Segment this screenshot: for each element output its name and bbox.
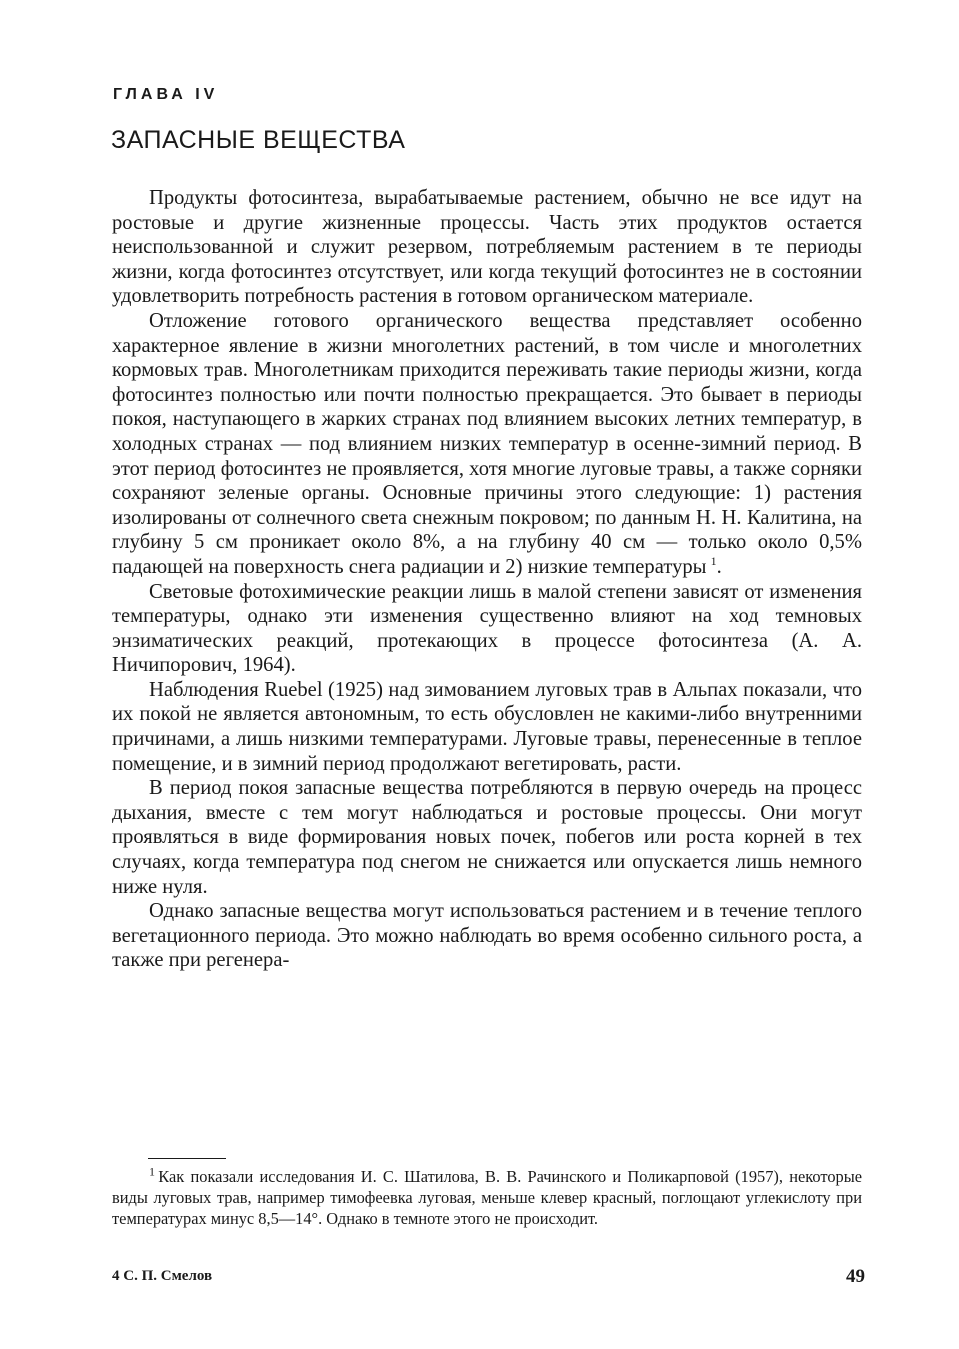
signature-mark: 4 С. П. Смелов — [112, 1268, 213, 1284]
paragraph — [112, 309, 862, 580]
footnote-reference: 1 — [710, 554, 717, 569]
chapter-label: ГЛАВА IV — [113, 86, 219, 103]
footnote-text: Как показали исследования И. С. Шатилова, В. В. Рачинского и Поликарповой (1957), некоторые виды луговых трав, например тимофеевка луговая, меньше клевер красный, поглощают углекислоту при температурах минус 8,5—14°. Однако в темноте этого не происходит. — [112, 1167, 862, 1228]
paragraph: В период покоя запасные вещества потребляются в первую очередь на процесс дыхания, вместе с тем могут наблюдаться и ростовые процессы. Они могут проявляться в виде формирования новых почек, побегов или роста корней в тех случаях, когда температура под снегом не снижается или опускается лишь немного ниже нуля. — [112, 777, 862, 898]
chapter-title: ЗАПАСНЫЕ ВЕЩЕСТВА — [111, 126, 406, 154]
paragraph-text: Отложение готового органического вещества представляет особенно характерное явление в жизни многолетних растений, в том числе и многолетних кормовых трав. Многолетникам приходится переживать такие периоды жизни, когда фотосинтез полностью или почти полностью прекращается. Это бывает в периоды покоя, наступающего в жарких странах под влиянием высоких летних температур, в холодных странах — под влиянием низких температур в осенне-зимний период. В этот период фотосинтез не проявляется, хотя многие луговые травы, а также сорняки сохраняют зеленые органы. Основные причины этого следующие: 1) растения изолированы от солнечного света снежным покровом; по данным Н. Н. Калитина, на глубину 5 см проникает около 8%, а на глубину 40 см — только около 0,5% падающей на поверхность снега радиации и 2) низкие температуры — [112, 309, 862, 578]
paragraph: Световые фотохимические реакции лишь в малой степени зависят от изменения температуры, однако эти изменения существенно влияют на ход темновых энзиматических реакций, протекающих в процессе фотосинтеза (А. А. Ничипорович, 1964). — [112, 580, 862, 677]
body-text — [112, 186, 862, 973]
footnote-divider — [148, 1158, 226, 1159]
paragraph: Продукты фотосинтеза, вырабатываемые растением, обычно не все идут на ростовые и другие жизненные процессы. Часть этих продуктов остается неиспользованной и служит резервом, потребляемым растением в те периоды жизни, когда фотосинтез отсутствует, или когда текущий фотосинтез не в состоянии удовлетворить потребность растения в готовом органическом материале. — [112, 187, 862, 308]
page-number: 49 — [846, 1266, 865, 1287]
footnote-mark: 1 — [149, 1164, 155, 1179]
paragraph: Наблюдения Ruebel (1925) над зимованием луговых трав в Альпах показали, что их покой не является автономным, то есть обусловлен не какими-либо внутренними причинами, а лишь низкими температурами. Луговые травы, перенесенные в теплое помещение, и в зимний период продолжают вегетировать, расти. — [112, 678, 862, 775]
paragraph: Однако запасные вещества могут использоваться растением и в течение теплого вегетационного периода. Это можно наблюдать во время особенно сильного роста, а также при регенера- — [112, 900, 862, 972]
footnote — [112, 1166, 862, 1229]
paragraph-tail: . — [716, 555, 722, 578]
